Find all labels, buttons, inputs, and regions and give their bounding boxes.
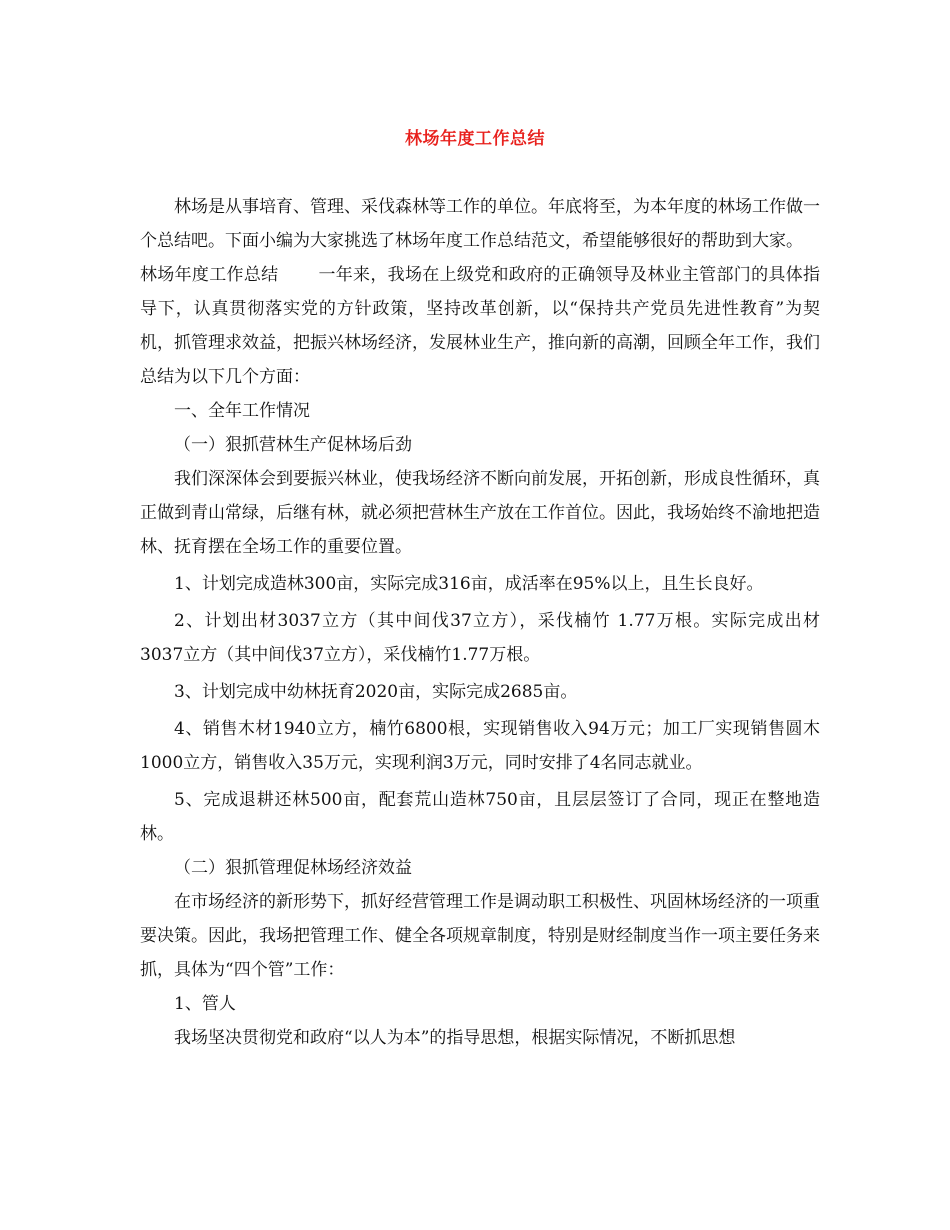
list-item: 1、计划完成造林300亩，实际完成316亩，成活率在95%以上，且生长良好。 <box>174 574 764 594</box>
list-item: 4、销售木材1940立方，楠竹6800根，实现销售收入94万元；加工厂实现销售圆木1000立方，销售收入35万元，实现利润3万元，同时安排了4名同志就业。 <box>140 719 820 773</box>
section-heading-1: 一、全年工作情况 <box>174 401 310 421</box>
body-paragraph: 我场坚决贯彻党和政府“以人为本”的指导思想，根据实际情况，不断抓思想 <box>174 1028 736 1048</box>
summary-paragraph <box>140 258 820 394</box>
list-item: 5、完成退耕还林500亩，配套荒山造林750亩，且层层签订了合同，现正在整地造林。 <box>140 790 820 844</box>
list-item: 2、计划出材3037立方（其中间伐37立方），采伐楠竹 1.77万根。实际完成出材3037立方（其中间伐37立方），采伐楠竹1.77万根。 <box>140 611 820 665</box>
list-item: 3、计划完成中幼林抚育2020亩，实际完成2685亩。 <box>174 682 578 702</box>
inline-heading: 林场年度工作总结 <box>140 265 279 285</box>
summary-text: 一年来，我场在上级党和政府的正确领导及林业主管部门的具体指导下，认真贯彻落实党的方针政策，坚持改革创新，以“保持共产党员先进性教育”为契机，抓管理求效益，把振兴林场经济，发展林业生产，推向新的高潮，回顾全年工作，我们总结为以下几个方面： <box>140 265 821 387</box>
subsection-heading-2: （二）狠抓管理促林场经济效益 <box>174 858 412 878</box>
document-body <box>140 190 820 1055</box>
document-title: 林场年度工作总结 <box>405 129 545 149</box>
body-paragraph: 我们深深体会到要振兴林业，使我场经济不断向前发展，开拓创新，形成良性循环，真正做到青山常绿，后继有林，就必须把营林生产放在工作首位。因此，我场始终不渝地把造林、抚育摆在全场工作的重要位置。 <box>140 469 820 557</box>
body-paragraph: 在市场经济的新形势下，抓好经营管理工作是调动职工积极性、巩固林场经济的一项重要决策。因此，我场把管理工作、健全各项规章制度，特别是财经制度当作一项主要任务来抓，具体为“四个管”工作： <box>140 892 820 980</box>
item-heading: 1、管人 <box>174 994 236 1014</box>
intro-paragraph: 林场是从事培育、管理、采伐森林等工作的单位。年底将至，为本年度的林场工作做一个总结吧。下面小编为大家挑选了林场年度工作总结范文，希望能够很好的帮助到大家。 <box>140 197 820 251</box>
subsection-heading-1: （一）狠抓营林生产促林场后劲 <box>174 435 412 455</box>
